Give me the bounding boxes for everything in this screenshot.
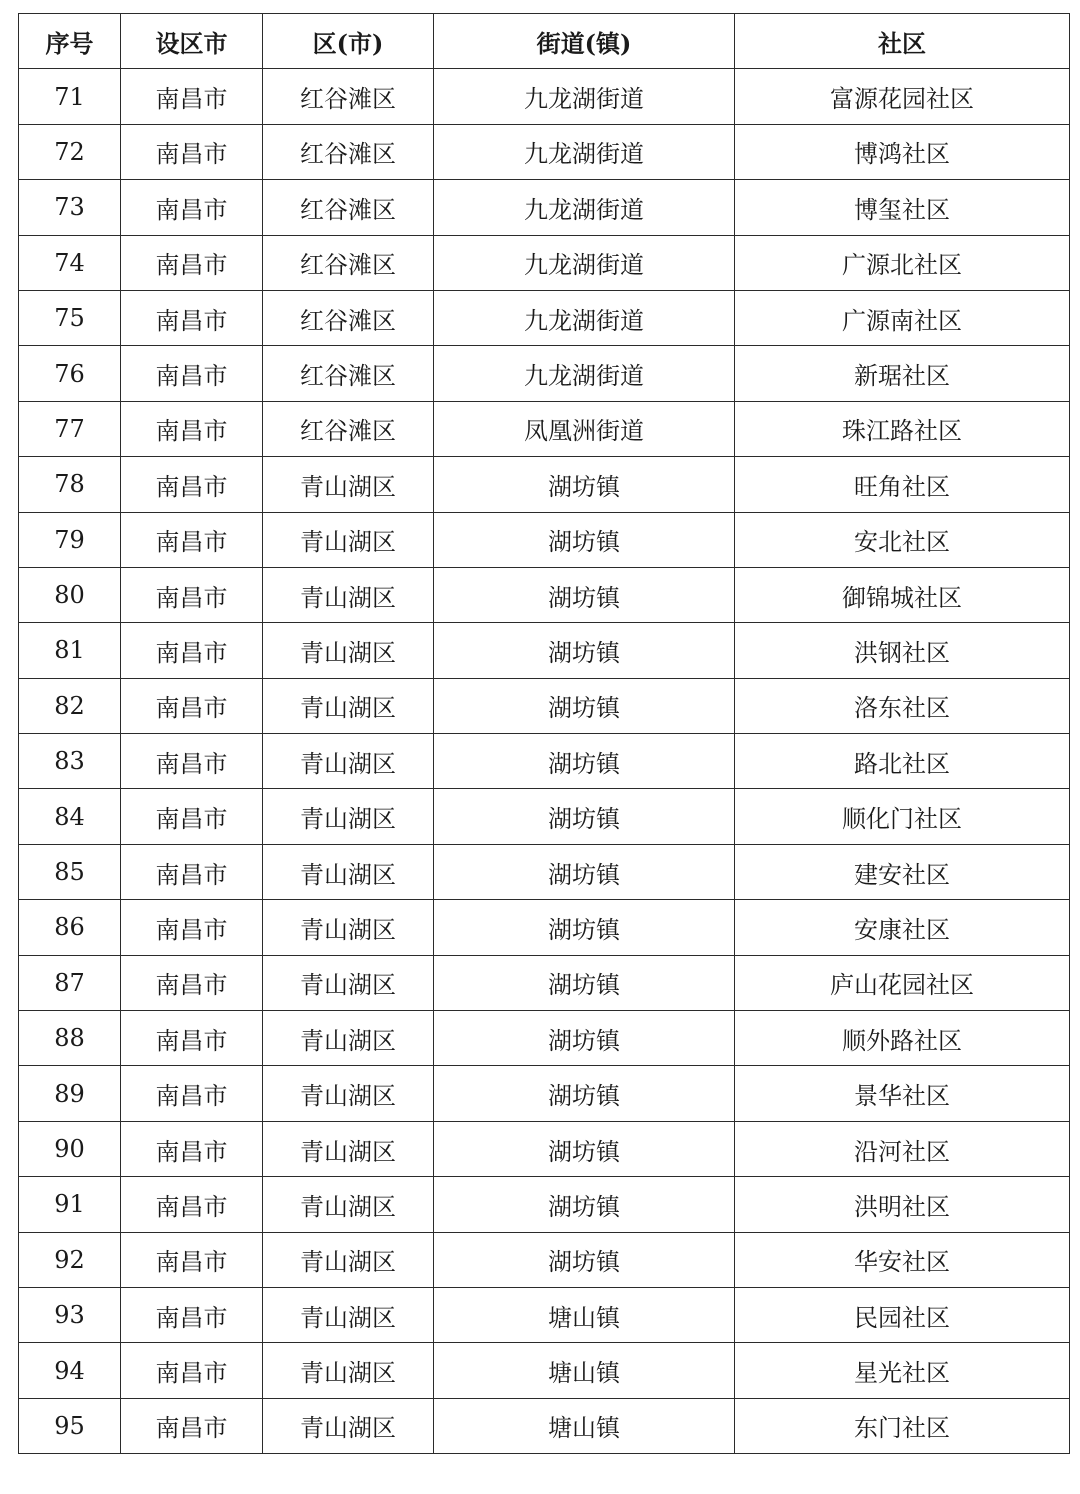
table-row [19,1287,1070,1342]
cell-district: 青山湖区 [263,844,434,899]
table-row [19,346,1070,401]
table-row [19,235,1070,290]
cell-city: 南昌市 [121,290,263,345]
cell-index: 89 [19,1066,121,1121]
cell-street: 湖坊镇 [434,1066,735,1121]
cell-street: 湖坊镇 [434,844,735,899]
table-row [19,844,1070,899]
cell-city: 南昌市 [121,1011,263,1066]
cell-index: 71 [19,69,121,124]
cell-community: 洪钢社区 [735,623,1070,678]
cell-index: 80 [19,567,121,622]
cell-street: 塘山镇 [434,1287,735,1342]
cell-community: 民园社区 [735,1287,1070,1342]
header-city: 设区市 [121,14,263,69]
table-row [19,69,1070,124]
community-table-container [18,13,1069,1454]
cell-community: 安康社区 [735,900,1070,955]
cell-index: 75 [19,290,121,345]
cell-index: 87 [19,955,121,1010]
table-row [19,1121,1070,1176]
cell-city: 南昌市 [121,678,263,733]
cell-street: 湖坊镇 [434,1011,735,1066]
cell-index: 93 [19,1287,121,1342]
table-row [19,1398,1070,1453]
cell-index: 82 [19,678,121,733]
cell-community: 广源南社区 [735,290,1070,345]
cell-index: 85 [19,844,121,899]
cell-district: 青山湖区 [263,1398,434,1453]
cell-district: 红谷滩区 [263,235,434,290]
cell-index: 73 [19,180,121,235]
cell-street: 湖坊镇 [434,457,735,512]
cell-city: 南昌市 [121,180,263,235]
cell-index: 72 [19,124,121,179]
cell-city: 南昌市 [121,235,263,290]
cell-city: 南昌市 [121,734,263,789]
cell-street: 九龙湖街道 [434,69,735,124]
cell-index: 92 [19,1232,121,1287]
cell-district: 青山湖区 [263,512,434,567]
cell-district: 青山湖区 [263,1121,434,1176]
cell-index: 90 [19,1121,121,1176]
cell-district: 青山湖区 [263,567,434,622]
table-header [19,14,1070,69]
cell-street: 九龙湖街道 [434,346,735,401]
cell-district: 青山湖区 [263,1177,434,1232]
cell-index: 91 [19,1177,121,1232]
table-row [19,900,1070,955]
cell-index: 88 [19,1011,121,1066]
cell-community: 富源花园社区 [735,69,1070,124]
cell-city: 南昌市 [121,1287,263,1342]
table-row [19,512,1070,567]
cell-index: 74 [19,235,121,290]
cell-street: 塘山镇 [434,1343,735,1398]
cell-city: 南昌市 [121,346,263,401]
cell-street: 九龙湖街道 [434,180,735,235]
cell-community: 广源北社区 [735,235,1070,290]
cell-district: 青山湖区 [263,1232,434,1287]
cell-index: 94 [19,1343,121,1398]
cell-street: 湖坊镇 [434,955,735,1010]
cell-community: 景华社区 [735,1066,1070,1121]
table-row [19,678,1070,733]
cell-city: 南昌市 [121,512,263,567]
header-district: 区(市) [263,14,434,69]
cell-index: 77 [19,401,121,456]
cell-community: 安北社区 [735,512,1070,567]
table-row [19,955,1070,1010]
cell-index: 76 [19,346,121,401]
cell-district: 红谷滩区 [263,346,434,401]
table-row [19,734,1070,789]
header-row [19,14,1070,69]
cell-district: 红谷滩区 [263,180,434,235]
cell-district: 青山湖区 [263,457,434,512]
table-row [19,1343,1070,1398]
cell-city: 南昌市 [121,1177,263,1232]
table-row [19,1232,1070,1287]
cell-district: 青山湖区 [263,1066,434,1121]
table-row [19,290,1070,345]
cell-community: 新琚社区 [735,346,1070,401]
table-row [19,1066,1070,1121]
cell-district: 青山湖区 [263,1287,434,1342]
header-index: 序号 [19,14,121,69]
cell-community: 华安社区 [735,1232,1070,1287]
cell-index: 86 [19,900,121,955]
header-community: 社区 [735,14,1070,69]
cell-index: 84 [19,789,121,844]
cell-street: 湖坊镇 [434,789,735,844]
cell-street: 塘山镇 [434,1398,735,1453]
cell-community: 御锦城社区 [735,567,1070,622]
cell-community: 旺角社区 [735,457,1070,512]
cell-community: 建安社区 [735,844,1070,899]
cell-city: 南昌市 [121,567,263,622]
cell-district: 红谷滩区 [263,290,434,345]
cell-community: 沿河社区 [735,1121,1070,1176]
cell-index: 78 [19,457,121,512]
cell-city: 南昌市 [121,1121,263,1176]
cell-city: 南昌市 [121,789,263,844]
cell-community: 路北社区 [735,734,1070,789]
cell-city: 南昌市 [121,844,263,899]
cell-district: 红谷滩区 [263,401,434,456]
cell-city: 南昌市 [121,1066,263,1121]
table-row [19,789,1070,844]
table-row [19,1011,1070,1066]
cell-district: 青山湖区 [263,789,434,844]
cell-street: 凤凰洲街道 [434,401,735,456]
cell-city: 南昌市 [121,69,263,124]
cell-community: 星光社区 [735,1343,1070,1398]
cell-street: 九龙湖街道 [434,124,735,179]
cell-street: 湖坊镇 [434,623,735,678]
cell-district: 青山湖区 [263,900,434,955]
table-row [19,1177,1070,1232]
cell-community: 博玺社区 [735,180,1070,235]
cell-district: 青山湖区 [263,678,434,733]
cell-district: 青山湖区 [263,1343,434,1398]
table-body [19,69,1070,1454]
table-row [19,623,1070,678]
cell-street: 湖坊镇 [434,1177,735,1232]
cell-community: 洛东社区 [735,678,1070,733]
cell-street: 湖坊镇 [434,678,735,733]
cell-street: 湖坊镇 [434,512,735,567]
cell-city: 南昌市 [121,623,263,678]
cell-street: 湖坊镇 [434,1232,735,1287]
cell-city: 南昌市 [121,1398,263,1453]
cell-city: 南昌市 [121,900,263,955]
cell-community: 庐山花园社区 [735,955,1070,1010]
cell-street: 湖坊镇 [434,567,735,622]
cell-district: 青山湖区 [263,955,434,1010]
cell-district: 红谷滩区 [263,69,434,124]
cell-city: 南昌市 [121,1343,263,1398]
cell-community: 珠江路社区 [735,401,1070,456]
cell-district: 青山湖区 [263,1011,434,1066]
table-row [19,401,1070,456]
cell-city: 南昌市 [121,401,263,456]
cell-district: 青山湖区 [263,623,434,678]
table-row [19,180,1070,235]
cell-index: 79 [19,512,121,567]
cell-district: 红谷滩区 [263,124,434,179]
cell-index: 83 [19,734,121,789]
cell-street: 九龙湖街道 [434,290,735,345]
cell-community: 博鸿社区 [735,124,1070,179]
cell-street: 湖坊镇 [434,900,735,955]
cell-community: 东门社区 [735,1398,1070,1453]
cell-index: 95 [19,1398,121,1453]
cell-city: 南昌市 [121,124,263,179]
cell-street: 湖坊镇 [434,1121,735,1176]
cell-city: 南昌市 [121,955,263,1010]
cell-street: 湖坊镇 [434,734,735,789]
cell-community: 顺化门社区 [735,789,1070,844]
cell-index: 81 [19,623,121,678]
table-row [19,567,1070,622]
cell-district: 青山湖区 [263,734,434,789]
cell-street: 九龙湖街道 [434,235,735,290]
community-table [18,13,1070,1454]
cell-community: 顺外路社区 [735,1011,1070,1066]
cell-community: 洪明社区 [735,1177,1070,1232]
table-row [19,124,1070,179]
header-street: 街道(镇) [434,14,735,69]
cell-city: 南昌市 [121,457,263,512]
table-row [19,457,1070,512]
cell-city: 南昌市 [121,1232,263,1287]
